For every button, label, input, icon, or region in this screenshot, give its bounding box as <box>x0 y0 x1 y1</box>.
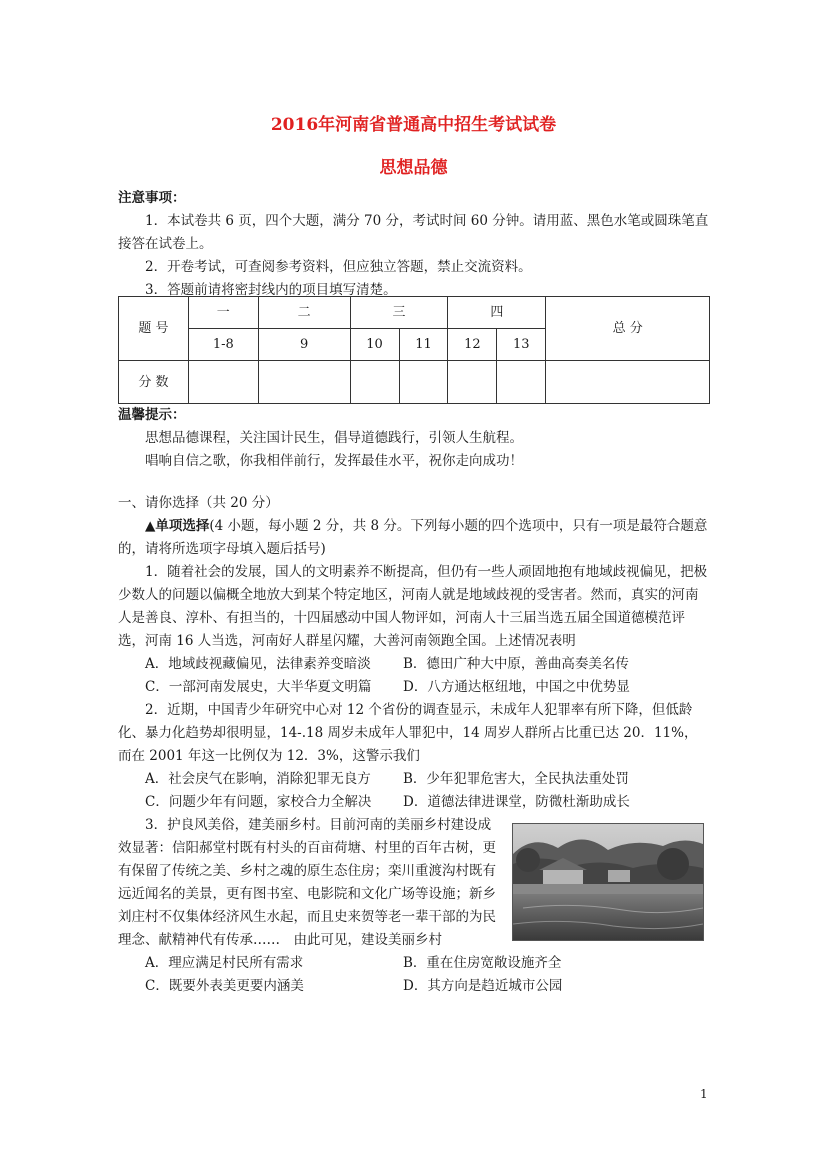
score-cell[interactable] <box>399 361 448 404</box>
option-d[interactable]: D．道德法律进课堂，防微杜渐助成长 <box>403 794 630 810</box>
score-cell[interactable] <box>448 361 497 404</box>
question-1-stem: 1．随着社会的发展，国人的文明素养不断提高，但仍有一些人顽固地抱有地域歧视偏见，把极少数人的问题以偏概全地放大到某个特定地区，河南人就是地域歧视的受害者。然而，真实的河南人是善良、淳朴、有担当的，十四届感动中国人物评如，河南人十三届当选五届全国道德模范评选，河南 16 人当选，河南好人群星闪耀，大善河南领跑全国。上述情况表明 <box>118 564 708 649</box>
total-label: 总 分 <box>546 297 710 361</box>
option-b[interactable]: B．少年犯罪危害大，全民执法重处罚 <box>403 771 629 787</box>
group-1: 一 <box>188 297 258 329</box>
group-2: 二 <box>258 297 350 329</box>
exam-title: 2016年河南省普通高中招生考试试卷 <box>270 115 557 135</box>
option-d[interactable]: D．其方向是趋近城市公园 <box>403 978 563 994</box>
question-range-1: 1-8 <box>188 329 258 361</box>
single-choice-instructions <box>118 515 710 561</box>
subject-title: 思想品德 <box>379 158 448 178</box>
tips-line-2: 唱响自信之歌，你我相伴前行，发挥最佳水平，祝你走向成功！ <box>145 453 523 469</box>
single-choice-desc: (4 小题，每小题 2 分，共 8 分。下列每小题的四个选项中，只有一项是最符合题意的，请将所选项字母填入题后括号) <box>118 518 708 557</box>
question-range-5: 12 <box>448 329 497 361</box>
option-a[interactable]: A．社会戾气在影响，消除犯罪无良方 <box>145 771 371 787</box>
question-1-options-row-2 <box>118 676 710 699</box>
question-range-3: 10 <box>350 329 399 361</box>
tips-block <box>118 404 710 473</box>
option-a[interactable]: A．地域歧视藏偏见，法律素养变暗淡 <box>145 656 371 672</box>
question-3-options-row-2 <box>118 975 710 998</box>
score-cell[interactable] <box>258 361 350 404</box>
score-table <box>118 296 710 404</box>
village-photo-image <box>513 824 703 940</box>
tips-heading: 温馨提示： <box>118 407 186 423</box>
question-2-options-row-1 <box>118 768 710 791</box>
question-2-stem: 2．近期，中国青少年研究中心对 12 个省份的调查显示，未成年人犯罪率有所下降，但低龄化、暴力化趋势却很明显，14-.18 周岁未成年人罪犯中，14 周岁人群所占比重已达 20．11%，而在 2001 年这一比例仅为 12．3%，这警示我们 <box>118 702 698 764</box>
notice-block <box>118 187 710 302</box>
notice-item-3: 3．答题前请将密封线内的项目填写清楚。 <box>145 282 397 298</box>
option-c[interactable]: C．既要外表美更要内涵美 <box>145 978 304 994</box>
notice-item-2: 2．开卷考试，可查阅参考资料，但应独立答题，禁止交流资料。 <box>145 259 532 275</box>
option-b[interactable]: B．德田广种大中原，善曲高奏美名传 <box>403 656 629 672</box>
question-3-options-row-1 <box>118 952 710 975</box>
row-label-score: 分 数 <box>119 361 189 404</box>
score-cell[interactable] <box>188 361 258 404</box>
village-photo <box>512 823 704 941</box>
row-label-number: 题 号 <box>119 297 189 361</box>
option-c[interactable]: C．一部河南发展史，大半华夏文明篇 <box>145 679 372 695</box>
page-number: 1 <box>700 1087 708 1101</box>
question-3-stem: 3．护良风美俗，建美丽乡村。目前河南的美丽乡村建设成效显著：信阳郝堂村既有村头的百亩荷塘、村里的百年古树，更有保留了传统之美、乡村之魂的原生态住房；栾川重渡沟村既有远近闻名的美景，更有图书室、电影院和文化广场等设施；新乡刘庄村不仅集体经济风生水起，而且史来贺等老一辈干部的为民理念、献精神代有传承…… 由此可见，建设美丽乡村 <box>118 817 496 948</box>
score-cell[interactable] <box>350 361 399 404</box>
notice-heading: 注意事项： <box>118 190 186 206</box>
group-3: 三 <box>350 297 448 329</box>
single-choice-label: ▲单项选择 <box>145 518 210 534</box>
option-b[interactable]: B．重在住房宽敞设施齐全 <box>403 955 562 971</box>
option-c[interactable]: C．问题少年有问题，家校合力全解决 <box>145 794 372 810</box>
question-range-6: 13 <box>497 329 546 361</box>
total-score-cell[interactable] <box>546 361 710 404</box>
section-1-title: 一、请你选择（共 20 分） <box>118 495 279 511</box>
option-d[interactable]: D．八方通达枢纽地，中国之中优势显 <box>403 679 630 695</box>
question-range-2: 9 <box>258 329 350 361</box>
notice-item-1: 1．本试卷共 6 页，四个大题，满分 70 分，考试时间 60 分钟。请用蓝、黑色水笔或圆珠笔直接答在试卷上。 <box>118 213 709 252</box>
tips-line-1: 思想品德课程，关注国计民生，倡导道德践行，引领人生航程。 <box>145 430 523 446</box>
score-cell[interactable] <box>497 361 546 404</box>
question-1-options-row-1 <box>118 653 710 676</box>
option-a[interactable]: A．理应满足村民所有需求 <box>145 955 304 971</box>
group-4: 四 <box>448 297 546 329</box>
question-2-options-row-2 <box>118 791 710 814</box>
question-range-4: 11 <box>399 329 448 361</box>
